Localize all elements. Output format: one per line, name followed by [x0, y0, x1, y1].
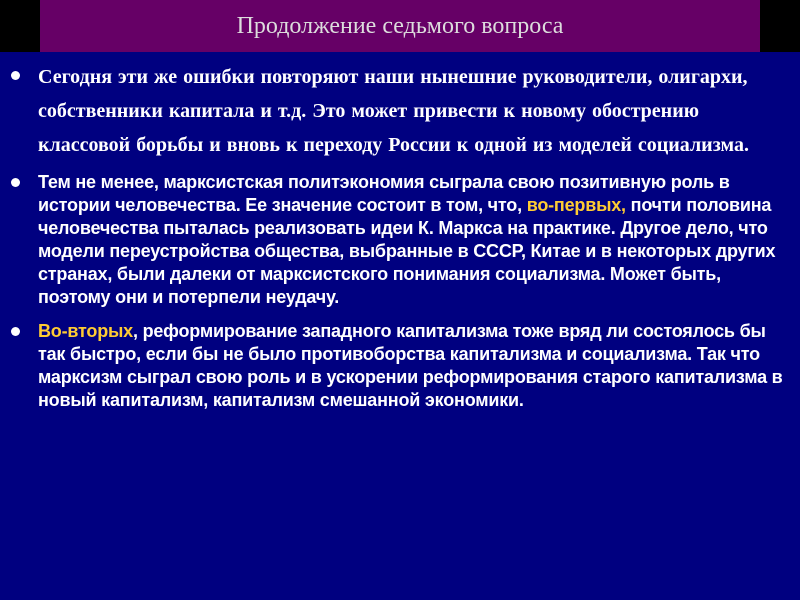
title-box: [40, 0, 760, 52]
bullet-2-text-end: почти половина человечества пыталась реализовать идеи К. Маркса на практике. Другое дело, что модели переустройства общества, выбранные в СССР, Китае и в некоторых других странах, были далеки от марксистского понимания социализма. Может быть, поэтому они и потерпели неудачу.: [38, 195, 776, 307]
bullet-2-text-start: Тем не менее, марксистская политэкономия сыграла свою позитивную роль в истории человечества. Ее значение состоит в том, что,: [38, 172, 730, 215]
slide-title: Продолжение седьмого вопроса: [236, 12, 564, 39]
bullet-text-3: [38, 320, 790, 412]
bullet-list: [0, 60, 800, 412]
bullet-text-1: Сегодня эти же ошибки повторяют наши нынешние руководители, олигархи, собственники капитала и т.д. Это может привести к новому обострению классовой борьбы и вновь к переходу России к одной из моделей социализма.: [38, 66, 749, 156]
bullet-dot-icon: [11, 327, 20, 336]
bullet-text-2: [38, 171, 790, 309]
bullet-dot-icon: [11, 178, 20, 187]
highlight-second: Во-вторых: [38, 321, 133, 341]
bullet-item-3: [0, 320, 800, 412]
bullet-dot-icon: [11, 71, 20, 80]
highlight-first: во-первых,: [526, 195, 626, 215]
bullet-item-1: [0, 60, 800, 162]
bullet-item-2: [0, 171, 800, 309]
bullet-3-text-end: , реформирование западного капитализма тоже вряд ли состоялось бы так быстро, если бы не было противоборства капитализма и социализма. Так что марксизм сыграл свою роль и в ускорении реформирования старого капитализма в новый капитализм, капитализм смешанной экономики.: [38, 321, 783, 410]
